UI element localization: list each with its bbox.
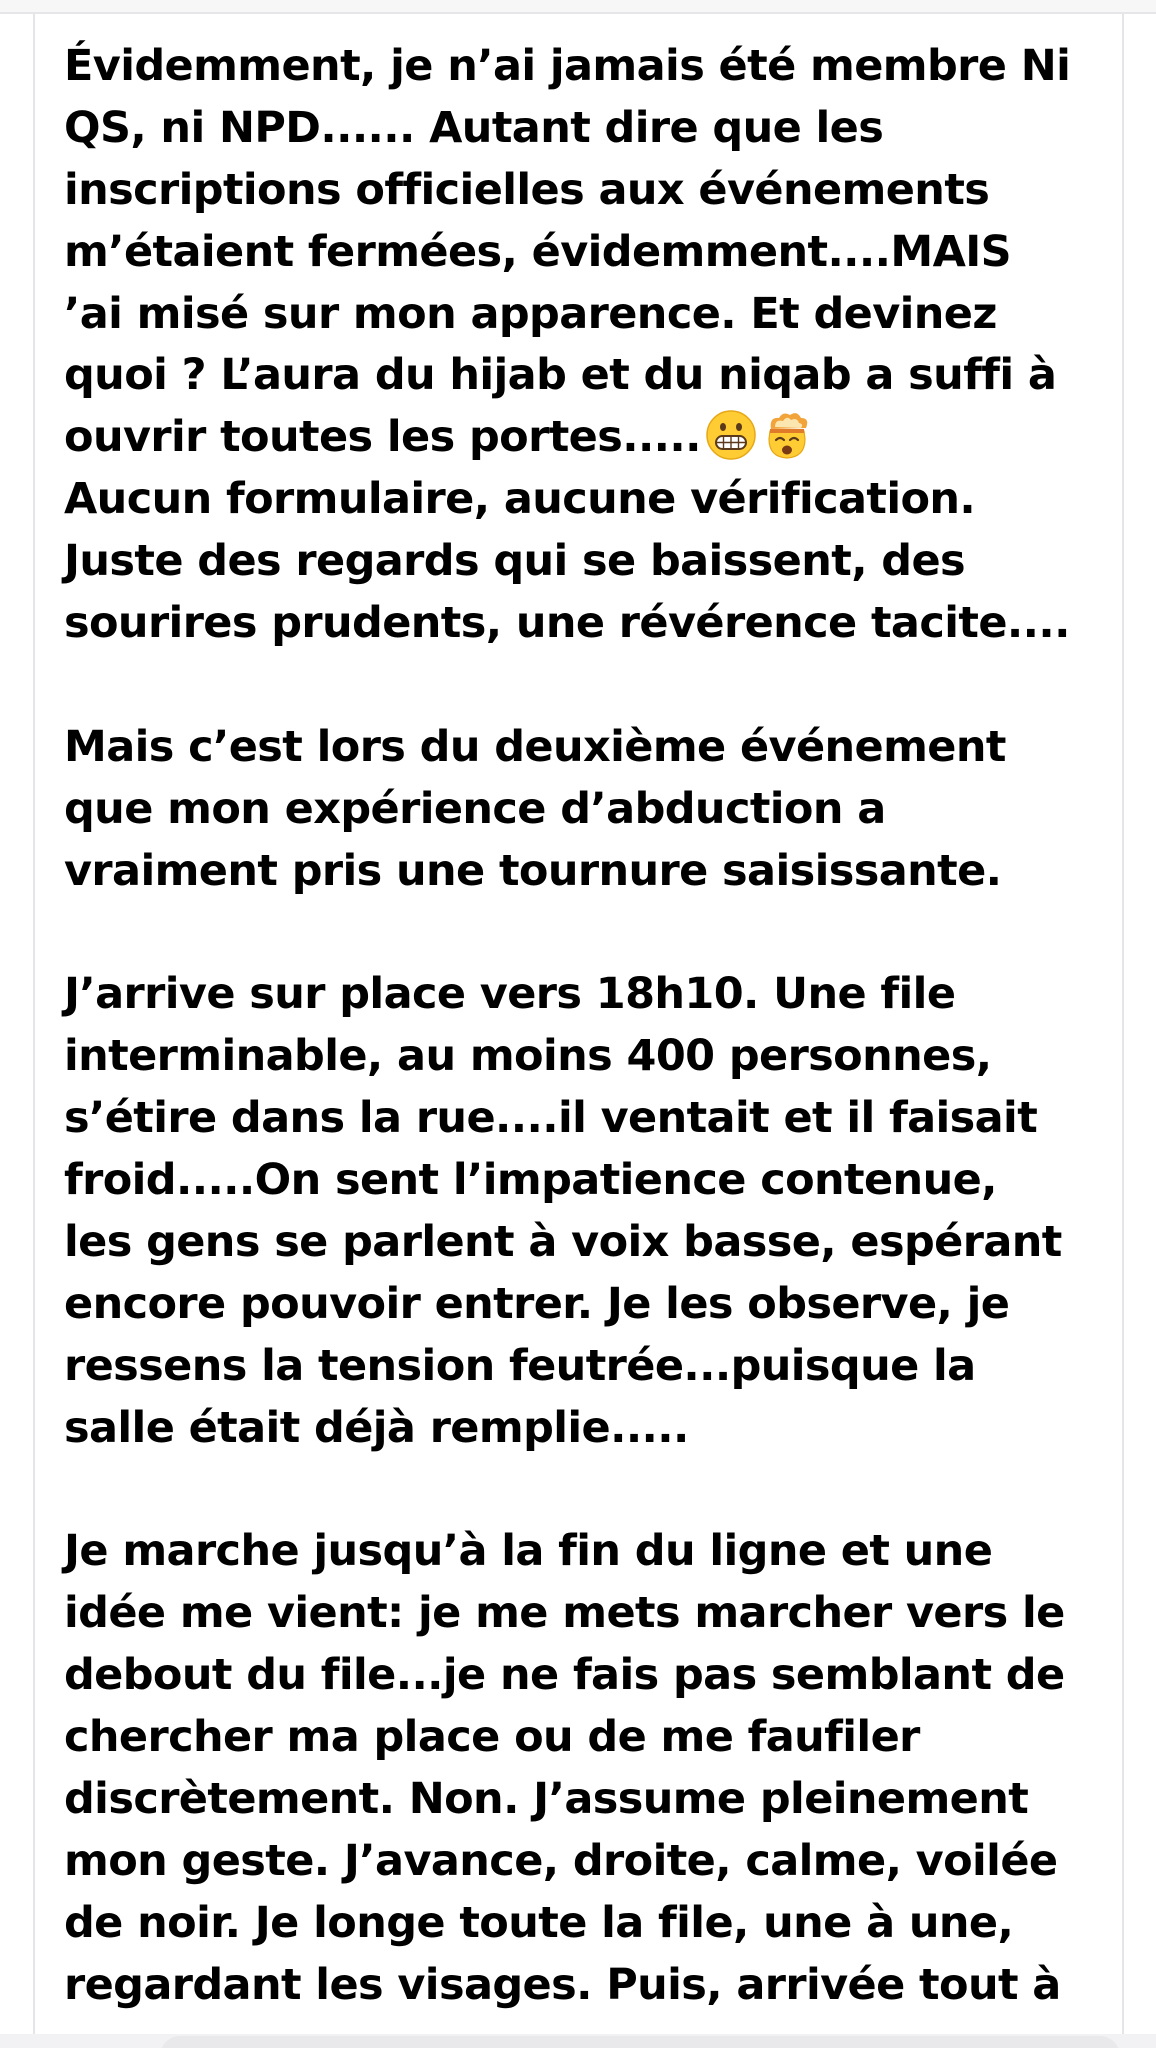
text-line: de noir. Je longe toute la file, une à une,	[64, 1897, 1014, 1948]
paragraph-gap	[64, 655, 1124, 717]
text-line: interminable, au moins 400 personnes,	[64, 1031, 992, 1082]
text-fragment: ouvrir toutes les portes.....	[64, 412, 701, 463]
post-text	[64, 36, 1124, 2017]
text-line: chercher ma place ou de me faufiler	[64, 1712, 920, 1763]
text-line: quoi ? L’aura du hijab et du niqab a suffi à	[64, 350, 1057, 401]
text-line: debout du file...je ne fais pas semblant de	[64, 1650, 1065, 1701]
exploding-head-icon	[761, 409, 813, 461]
bottom-input-bar[interactable]	[160, 2036, 1120, 2048]
text-line: QS, ni NPD...... Autant dire que les	[64, 102, 884, 153]
text-line-with-emojis	[64, 407, 1124, 469]
text-line: que mon expérience d’abduction a	[64, 783, 886, 834]
text-line: J’arrive sur place vers 18h10. Une file	[64, 969, 956, 1020]
text-line: Mais c’est lors du deuxième événement	[64, 721, 1006, 772]
text-line: encore pouvoir entrer. Je les observe, je	[64, 1278, 1010, 1329]
text-line: m’étaient fermées, évidemment....MAIS	[64, 226, 1012, 277]
text-line: regardant les visages. Puis, arrivée tout à	[64, 1959, 1061, 2010]
paragraph-gap	[64, 1459, 1124, 1521]
text-line: discrètement. Non. J’assume pleinement	[64, 1773, 1029, 1824]
text-line: mon geste. J’avance, droite, calme, voilée	[64, 1835, 1058, 1886]
text-line: s’étire dans la rue....il ventait et il faisait	[64, 1093, 1038, 1144]
text-line: inscriptions officielles aux événements	[64, 164, 990, 215]
text-line: salle était déjà remplie.....	[64, 1402, 689, 1453]
text-line: Juste des regards qui se baissent, des	[64, 536, 966, 587]
text-line: Aucun formulaire, aucune vérification.	[64, 474, 976, 525]
text-line: idée me vient: je me mets marcher vers le	[64, 1588, 1065, 1639]
text-line: Évidemment, je n’ai jamais été membre Ni	[64, 41, 1071, 91]
text-line: ’ai misé sur mon apparence. Et devinez	[64, 288, 997, 339]
top-edge	[0, 0, 1156, 14]
text-line: ressens la tension feutrée...puisque la	[64, 1340, 976, 1391]
text-line: sourires prudents, une révérence tacite....	[64, 598, 1070, 649]
text-line: Je marche jusqu’à la fin du ligne et une	[64, 1526, 993, 1577]
text-line: les gens se parlent à voix basse, espérant	[64, 1216, 1062, 1267]
left-divider	[33, 14, 35, 2034]
grimacing-face-icon	[705, 409, 757, 461]
text-line: froid.....On sent l’impatience contenue,	[64, 1155, 997, 1206]
text-line: vraiment pris une tournure saisissante.	[64, 845, 1002, 896]
paragraph-gap	[64, 902, 1124, 964]
